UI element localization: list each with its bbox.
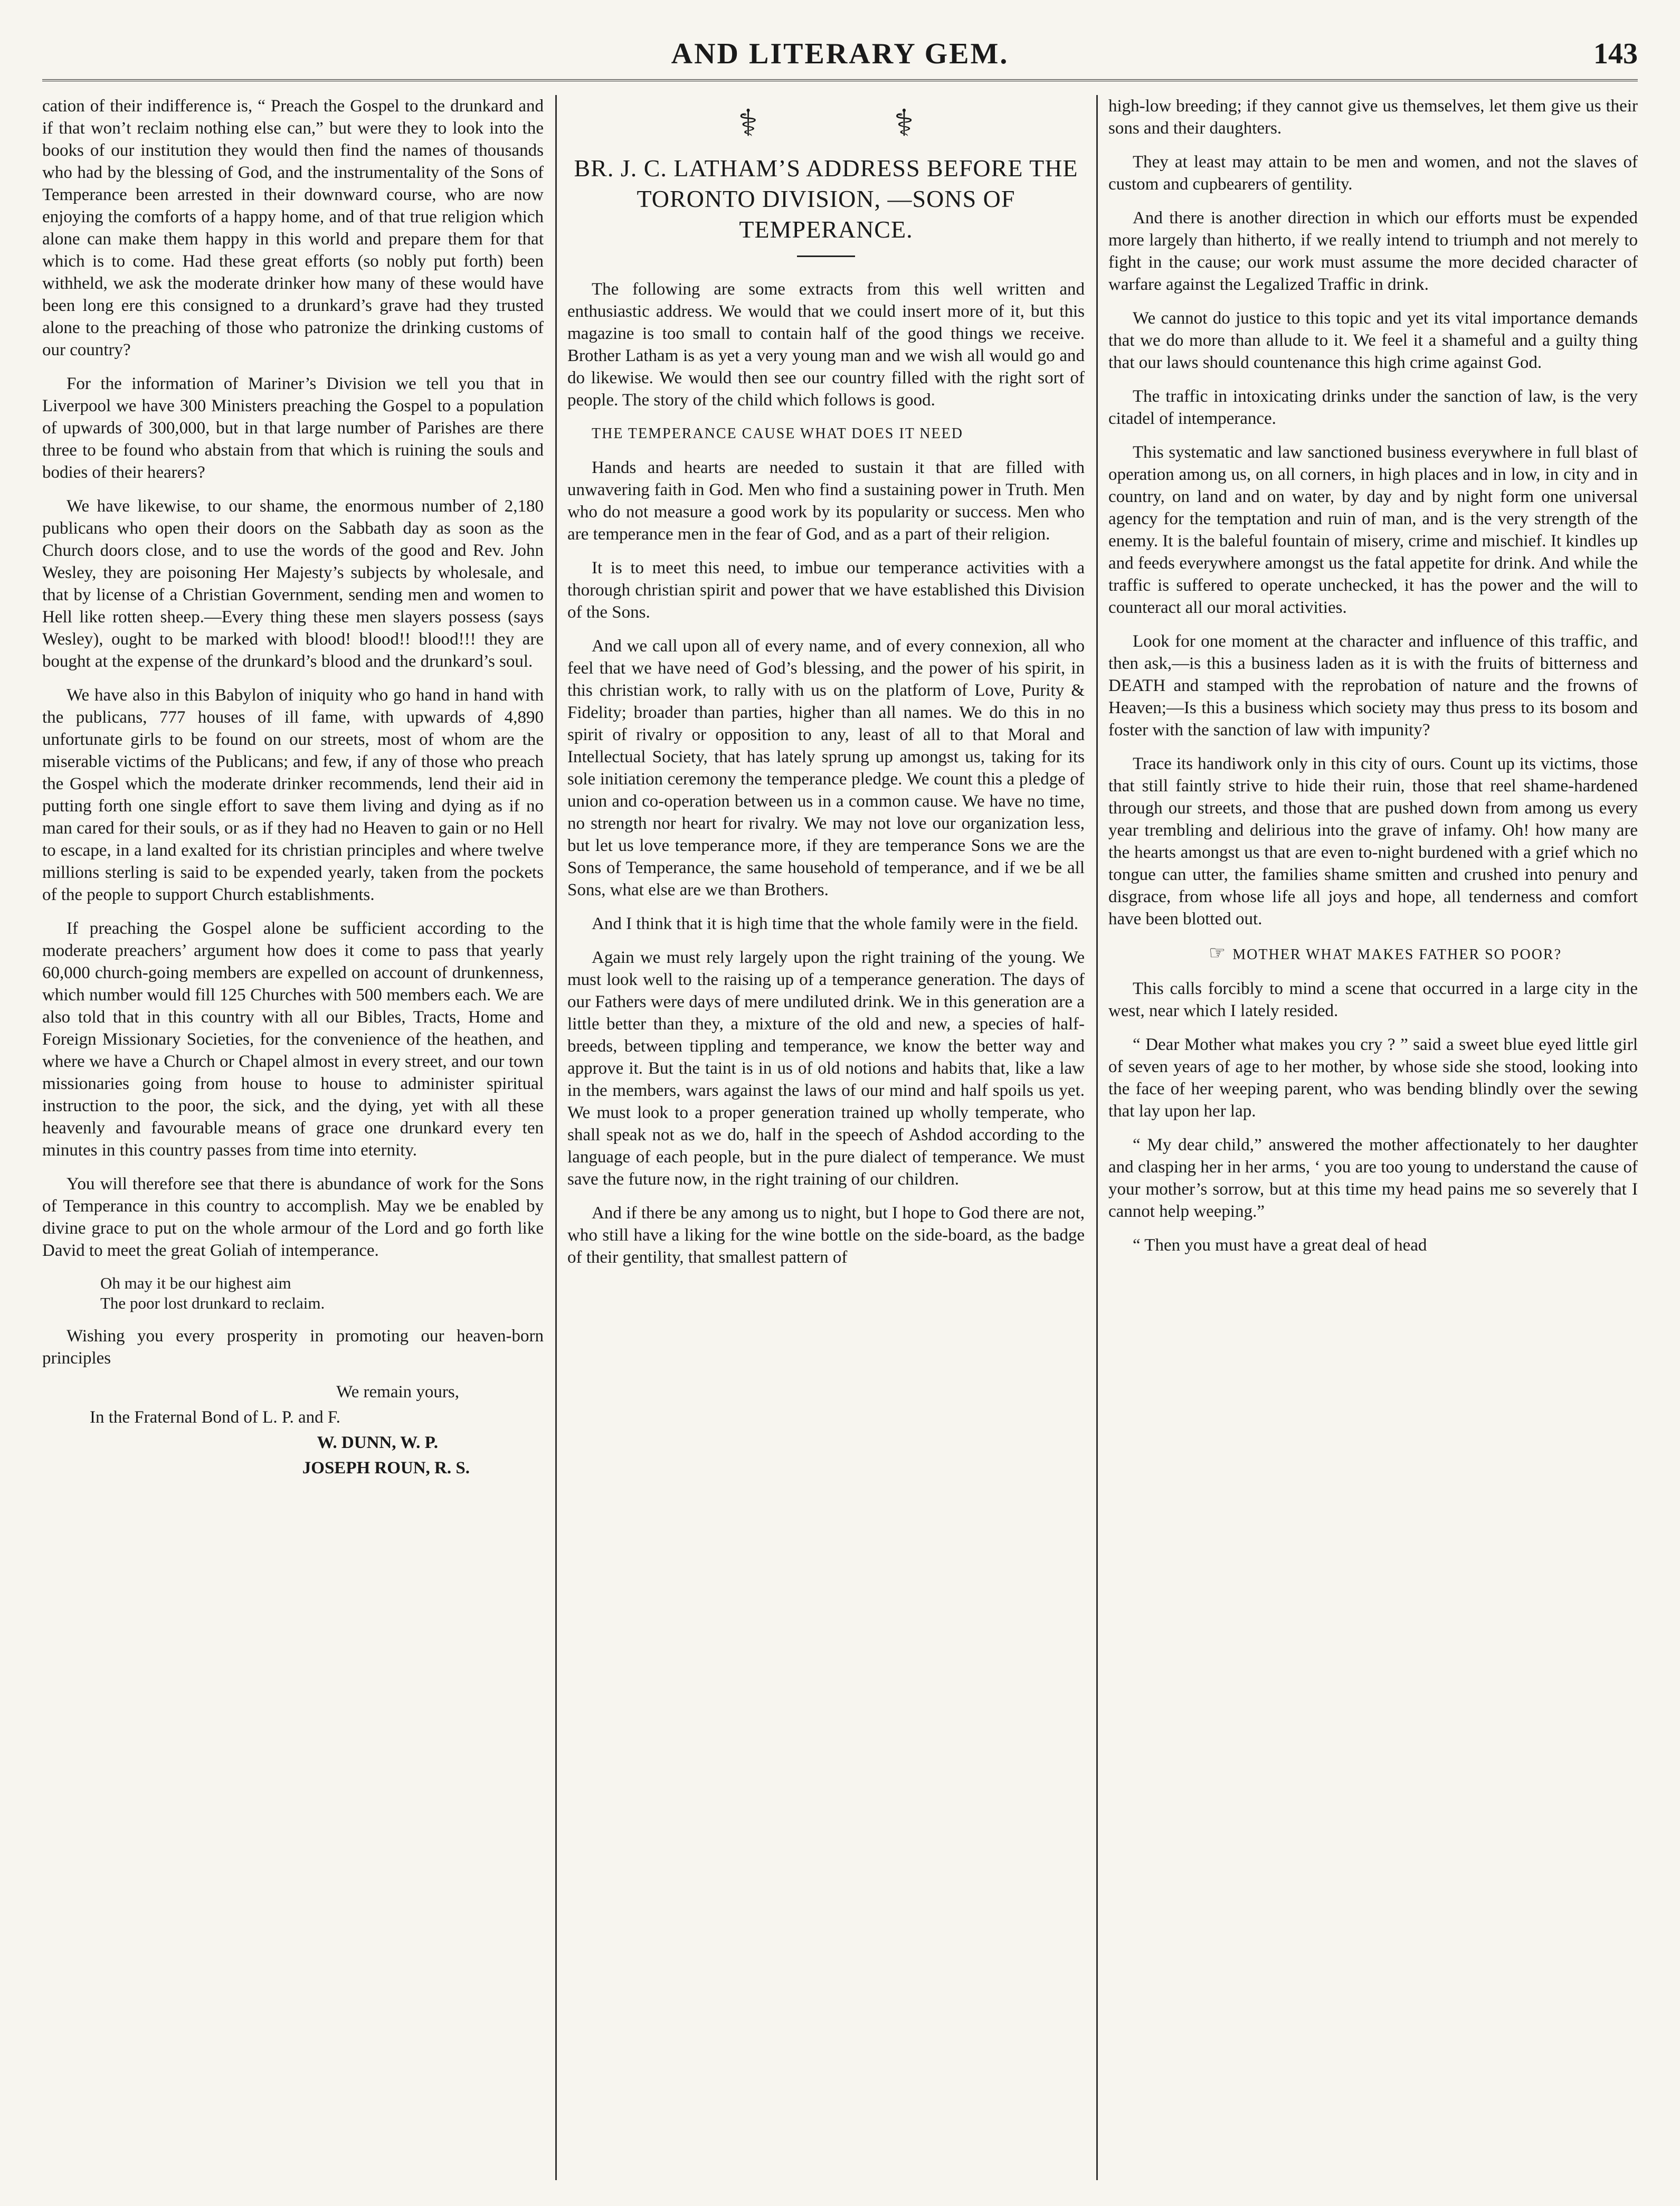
column-rule bbox=[555, 95, 557, 2180]
column-rule bbox=[1096, 95, 1098, 2180]
paragraph: Look for one moment at the character and influence of this traffic, and then ask,—is this a business laden as it is with the fruits of bitterness and DEATH and stamped with the reprobation of nature and the frowns of Heaven;—Is this a business which society may thus press to its bosom and foster with the sanction of law with impunity? bbox=[1108, 632, 1638, 740]
column-left bbox=[42, 95, 544, 2180]
verse bbox=[100, 1273, 544, 1313]
paragraph: And there is another direction in which our efforts must be expended more largely than hitherto, if we really intend to triumph and not merely to fight in the cause; our work must assume the more decided character of warfare against the Legalized Traffic in drink. bbox=[1108, 209, 1638, 294]
signature-dunn: W. DUNN, W. P. bbox=[317, 1433, 438, 1452]
closing-remain: We remain yours, bbox=[336, 1383, 459, 1402]
paragraph: Hands and hearts are needed to sustain it that are filled with unwavering faith in God. Men who find a sustaining power in Truth. Men who do not measure a good work by its popularity or success. Men who are temperance men in the fear of God, and as a part of their religion. bbox=[567, 458, 1085, 544]
page-header bbox=[42, 37, 1638, 81]
ornament-icon: ⚕ ⚕ bbox=[738, 103, 977, 144]
paragraph: And if there be any among us to night, but I hope to God there are not, who still have a liking for the wine bottle on the side-board, as the badge of their gentility, that smallest pattern of bbox=[567, 1204, 1085, 1267]
story-paragraph: “ My dear child,” answered the mother affectionately to her daughter and clasping her in her arms, ‘ you are too young to understand the cause of your mother’s sorrow, but at this time my head pains me so severely that I cannot help weeping.” bbox=[1108, 1135, 1638, 1221]
closing-paragraph: Wishing you every prosperity in promoting our heaven-born principles bbox=[42, 1327, 544, 1368]
paragraph: You will therefore see that there is abundance of work for the Sons of Temperance in this country to accomplish. May we be enabled by divine grace to put on the whole armour of the Lord and go forth like David to meet the great Goliah of intemperance. bbox=[42, 1175, 544, 1260]
article-title: BR. J. C. LATHAM’S ADDRESS BEFORE THE TORONTO DIVISION, —SONS OF TEMPERANCE. bbox=[574, 155, 1078, 243]
paragraph: And I think that it is high time that the whole family were in the field. bbox=[592, 914, 1078, 933]
title-rule bbox=[797, 255, 855, 257]
paragraph: Trace its handiwork only in this city of ours. Count up its victims, those that still faintly strive to hide their ruin, those that reel shame-hardened through our streets, and those that are pushed down from among us every year trembling and delirious into the grave of infamy. Oh! how many are the hearts amongst us that are even to-night burdened with a grief which no tongue can utter, the families shame smitten and crushed into penury and disgrace, from whose life all joys and hope, all tenderness and comfort have been blotted out. bbox=[1108, 754, 1638, 929]
paragraph: This systematic and law sanctioned business everywhere in full blast of operation among us, on all corners, in high places and in low, in city and in country, on land and on water, by day and by night form one universal agency for the temptation and ruin of man, and is the very strength of the enemy. It is the baleful fountain of misery, crime and mischief. It kindles up and feeds everywhere amongst us the fatal appetite for drink. And while the traffic is suffered to operate unchecked, it has the power and the will to counteract all our moral activities. bbox=[1108, 443, 1638, 617]
verse-line: Oh may it be our highest aim bbox=[100, 1274, 291, 1292]
story-subhead: ☞ MOTHER WHAT MAKES FATHER SO POOR? bbox=[1108, 942, 1638, 966]
running-title: AND LITERARY GEM. bbox=[671, 37, 1009, 70]
paragraph: We have also in this Babylon of iniquity who go hand in hand with the publicans, 777 houses of ill fame, with upwards of 4,890 unfortunate girls to be found on our streets, most of whom are the miserable victims of the Publicans; and few, if any of those who preach the Gospel which the moderate drinker recommends, lend their aid in putting forth one single effort to save them living and dying as if no man cared for their souls, or as if they had no Heaven to gain or no Hell to escape, in a land exalted for its christian principles and where twelve millions sterling is said to be expended yearly, taken from the pockets of the people to support Church establishments. bbox=[42, 686, 544, 904]
column-middle bbox=[567, 95, 1085, 2180]
section-subhead: THE TEMPERANCE CAUSE WHAT DOES IT NEED bbox=[592, 425, 963, 442]
paragraph: They at least may attain to be men and women, and not the slaves of custom and cupbearers of gentility. bbox=[1108, 153, 1638, 194]
page-number: 143 bbox=[1593, 37, 1638, 70]
verse-line: The poor lost drunkard to reclaim. bbox=[100, 1294, 325, 1312]
paragraph: We have likewise, to our shame, the enormous number of 2,180 publicans who open their doors on the Sabbath day as soon as the Church doors close, and to use the words of the good and Rev. John Wesley, they are poisoning Her Majesty’s subjects by wholesale, and that by license of a Christian Government, sending men and women to Hell like rotten sheep.—Every thing these men slayers possess (says Wesley), ought to be marked with blood! blood!! blood!!! they are bought at the expense of the drunkard’s blood and the drunkard’s soul. bbox=[42, 497, 544, 671]
signature-roun: JOSEPH ROUN, R. S. bbox=[302, 1459, 470, 1478]
paragraph: If preaching the Gospel alone be sufficient according to the moderate preachers’ argument how does it come to pass that yearly 60,000 church-going members are expelled on account of drunkenness, which number would fill 125 Churches with 500 members each. We are also told that in this country with all our Bibles, Tracts, Home and Foreign Missionary Societies, for the convenience of the heathen, and where we have a Church or Chapel almost in every street, and our town missionaries going from house to house to administer spiritual instruction to the poor, the sick, and the dying, yet with all these heavenly and favourable means of grace one drunkard every ten minutes in this country passes from time into eternity. bbox=[42, 919, 544, 1160]
article-intro: The following are some extracts from this well written and enthusiastic address. We would that we could insert more of it, but this magazine is too small to contain half of the good things we receive. Brother Latham is as yet a very young man and we wish all would go and do likewise. We would then see our country filled with the right sort of people. The story of the child which follows is good. bbox=[567, 280, 1085, 410]
story-paragraph: This calls forcibly to mind a scene that occurred in a large city in the west, near which I lately resided. bbox=[1108, 979, 1638, 1020]
paragraph: cation of their indifference is, “ Preach the Gospel to the drunkard and if that won’t reclaim nothing else can,” but were they to look into the books of our institution they would then find the names of thousands who had by the blessing of God, and the instrumentality of the Sons of Temperance been arrested in their downward course, who are now enjoying the comforts of a happy home, and of that true religion which alone can make them happy in this world and prepare them for that which is to come. Had these great efforts (so nobly put forth) been withheld, we ask the moderate drinker how many of these would have been long ere this consigned to a drunkard’s grave had they trusted alone to the preaching of those who patronize the drinking customs of our country? bbox=[42, 97, 544, 359]
paragraph: We cannot do justice to this topic and yet its vital importance demands that we do more than allude to it. We feel it a shameful and a guilty thing that our laws should countenance this high crime against God. bbox=[1108, 309, 1638, 372]
paragraph: And we call upon all of every name, and of every connexion, all who feel that we have need of God’s blessing, and the power of his spirit, in this christian work, to rally with us on the platform of Love, Purity & Fidelity; broader than parties, higher than all names. We do this in no spirit of rivalry or opposition to any, least of all to that Moral and Intellectual Society, that has lately sprung up amongst us, taking for its sole initiation ceremony the temperance pledge. We count this a pledge of union and co-operation between us in a common cause. We have no time, no strength nor heart for rivalry. We may not love our organization less, but let us love temperance more, if they are temperance Sons we are the Sons of Temperance, the same household of temperance, and if we be all Sons, what else are we than Brothers. bbox=[567, 637, 1085, 900]
paragraph: Again we must rely largely upon the right training of the young. We must look well to the raising up of a temperance generation. The days of our Fathers were days of mere undiluted drink. We in this generation are a little better than they, a mixture of the old and new, a species of half-breeds, between tippling and temperance, we know the better way and approve it. But the taint is in us of old notions and habits that, like a law in the members, wars against the laws of our mind and half spoils us yet. We must look to a proper generation trained up wholly temperate, who shall speak not as we do, half in the speech of Ashdod according to the language of each people, but in the pure dialect of temperance. We must save the future now, in the right training of our children. bbox=[567, 948, 1085, 1189]
paragraph: For the information of Mariner’s Division we tell you that in Liverpool we have 300 Ministers preaching the Gospel to a population of upwards of 300,000, but in that large number of Parishes are there three to be found who abstain from that which is ruining the souls and bodies of their hearers? bbox=[42, 374, 544, 482]
paragraph: high-low breeding; if they cannot give us themselves, let them give us their sons and their daughters. bbox=[1108, 97, 1638, 138]
paragraph: It is to meet this need, to imbue our temperance activities with a thorough christian spirit and power that we have established this Division of the Sons. bbox=[567, 558, 1085, 622]
column-right bbox=[1108, 95, 1638, 2180]
story-paragraph: “ Dear Mother what makes you cry ? ” said a sweet blue eyed little girl of seven years of age to her mother, by whose side she stood, looking into the face of her weeping parent, who was bending blindly over the sewing that lay upon her lap. bbox=[1108, 1035, 1638, 1121]
closing-bond: In the Fraternal Bond of L. P. and F. bbox=[90, 1408, 340, 1427]
paragraph: The traffic in intoxicating drinks under the sanction of law, is the very citadel of intemperance. bbox=[1108, 387, 1638, 428]
story-paragraph: “ Then you must have a great deal of head bbox=[1133, 1236, 1427, 1255]
